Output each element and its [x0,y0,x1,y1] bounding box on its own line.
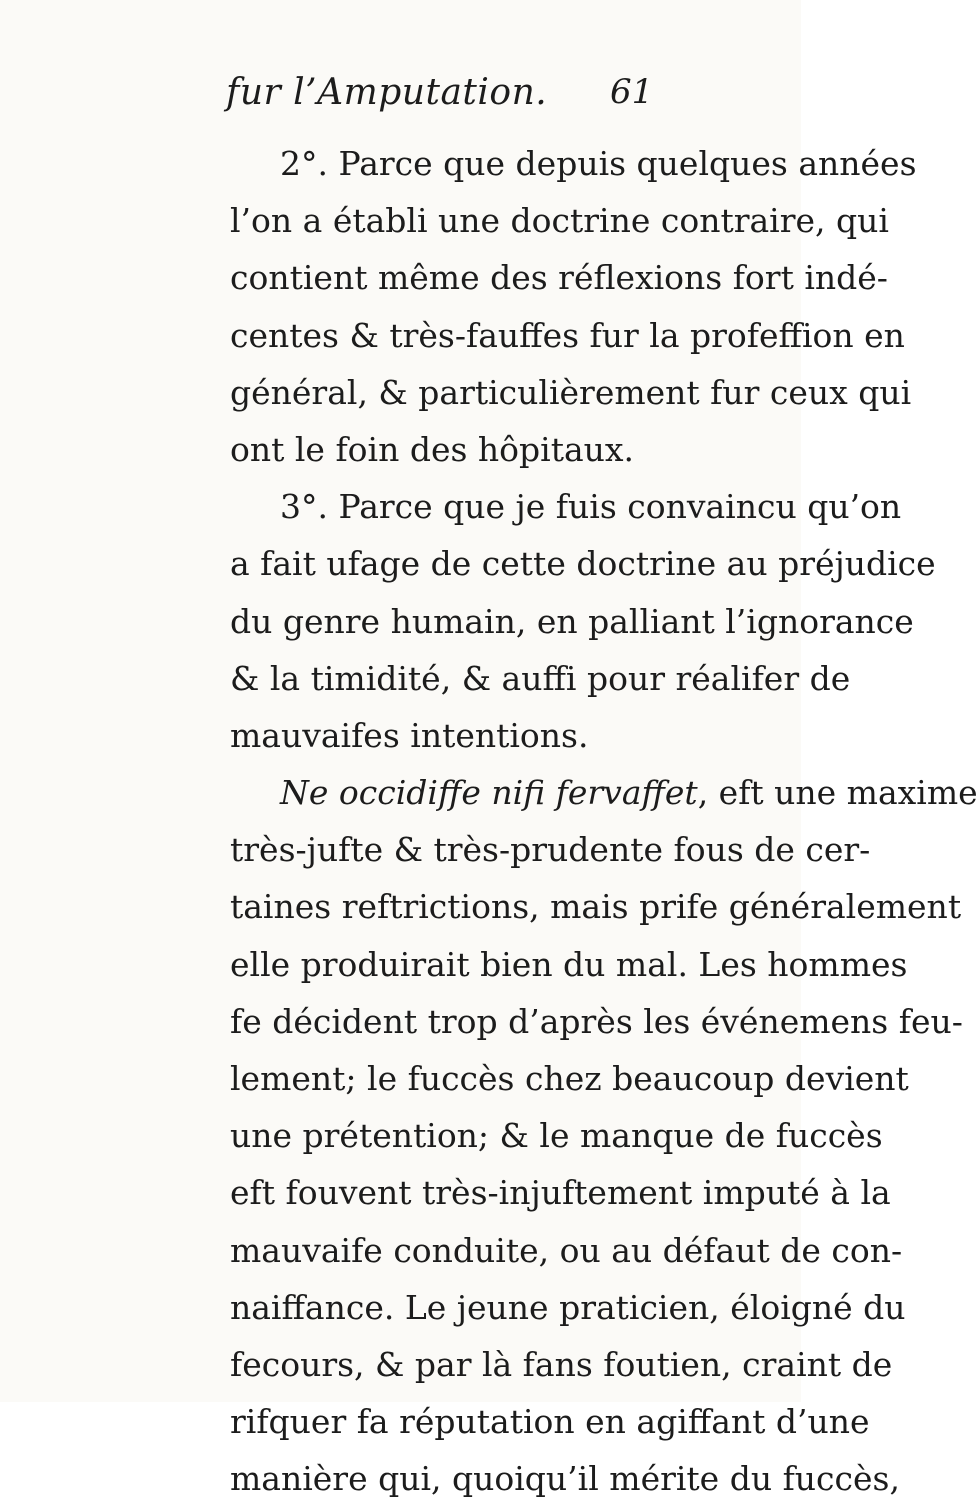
text-line: fecours, & par là fans foutien, craint de [230,1344,893,1384]
text-line-rest: , eft une maxime [697,773,978,813]
text-line: rifquer fa réputation en agiffant d’une [230,1402,870,1442]
text-line: eft fouvent très-injuftement imputé à la [230,1173,891,1213]
page-number: 61 [610,72,654,112]
text-line: lement; le fuccès chez beaucoup devient [230,1059,909,1098]
running-head-title: fur l’Amputation. [226,72,548,113]
text-line: 2°. Parce que depuis quelques années [280,144,917,183]
text-line: une prétention; & le manque de fuccès [230,1116,883,1156]
text-line: elle produirait bien du mal. Les hommes [230,944,908,984]
text-line: centes & très-fauffes fur la profeffion en [230,315,905,355]
text-line: l’on a établi une doctrine contraire, qui [230,201,889,241]
text-line: très-jufte & très-prudente fous de cer- [230,830,871,870]
body-text [230,135,978,1508]
text-line: contient même des réflexions fort indé- [230,258,888,298]
text-line: mauvaifes intentions. [230,715,589,755]
text-line: taines reftrictions, mais prife généralement [230,887,962,927]
text-line: manière qui, quoiqu’il mérite du fuccès, [230,1459,900,1499]
text-line: a fait ufage de cette doctrine au préjudice [230,544,936,584]
text-line: fe décident trop d’après les événemens feu- [230,1001,963,1041]
text-line: du genre humain, en palliant l’ignorance [230,601,914,641]
text-line: naiffance. Le jeune praticien, éloigné du [230,1287,906,1327]
text-line: général, & particulièrement fur ceux qui [230,372,912,412]
text-line: mauvaife conduite, ou au défaut de con- [230,1230,903,1270]
text-line: 3°. Parce que je fuis convaincu qu’on [280,487,902,527]
latin-maxim: Ne occidiffe nifi fervaffet [280,773,698,813]
text-line: ont le foin des hôpitaux. [230,429,634,469]
text-line-latin-maxim [230,764,978,821]
text-line: & la timidité, & auffi pour réalifer de [230,658,851,698]
